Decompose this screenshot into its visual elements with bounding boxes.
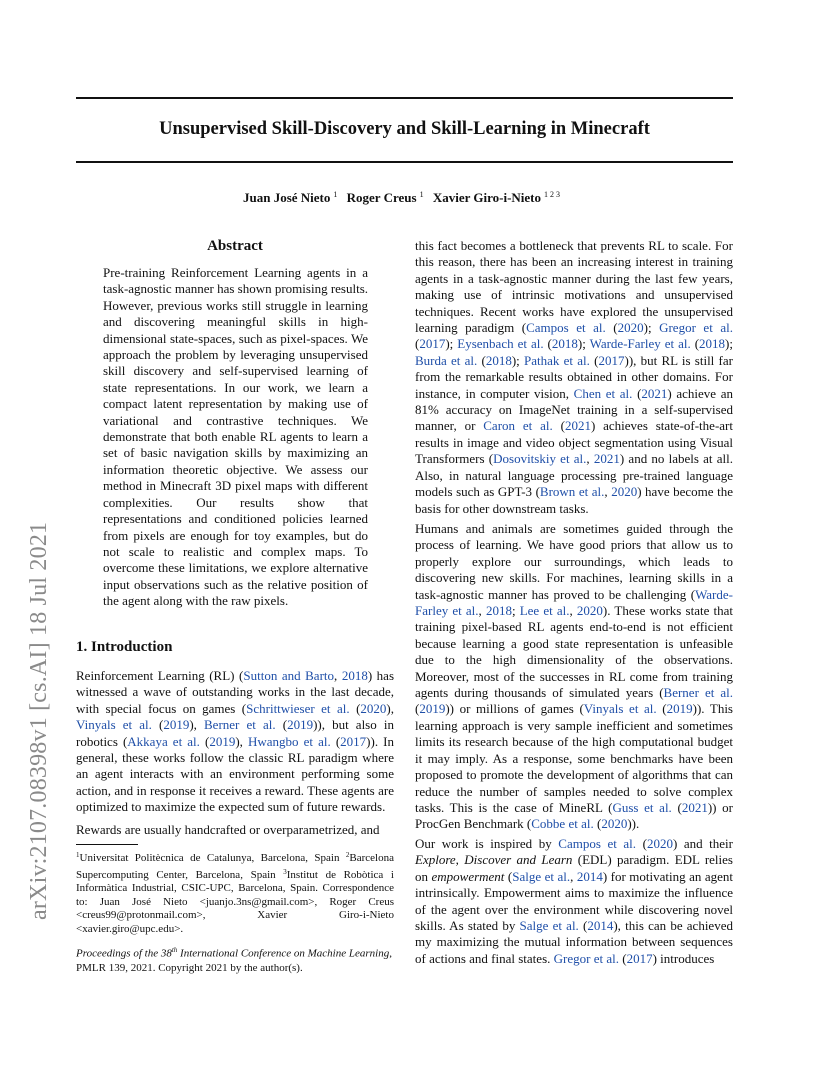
text-run: ( xyxy=(656,701,667,717)
citation-link[interactable]: 2019 xyxy=(209,733,236,749)
citation-link[interactable]: 2019 xyxy=(287,717,314,733)
text-run: ), xyxy=(235,733,248,749)
text-run: ); xyxy=(725,336,733,352)
author-affiliation: 1 xyxy=(419,190,424,199)
text-run: , xyxy=(334,668,342,683)
right-paragraph-1 xyxy=(415,238,733,517)
text-run: , xyxy=(586,451,594,467)
citation-link[interactable]: 2021 xyxy=(681,799,708,815)
author-affiliation: 1 xyxy=(333,190,338,199)
text-run: ); xyxy=(643,320,660,336)
ordinal-superscript: th xyxy=(171,946,178,954)
text-run: ( xyxy=(690,336,700,352)
text-run: (EDL) paradigm. EDL relies on xyxy=(415,852,733,884)
citation-link[interactable]: Lee et al. xyxy=(519,603,570,619)
text-run: ), xyxy=(189,717,205,733)
text-run: ( xyxy=(618,950,627,966)
citation-link[interactable]: Dosovitskiy et al. xyxy=(493,451,587,467)
citation-link[interactable]: Cobbe et al. xyxy=(531,816,594,832)
citation-link[interactable]: Chen et al. xyxy=(573,385,633,401)
citation-link[interactable]: Berner et al. xyxy=(663,685,733,701)
text-run: )). xyxy=(627,816,640,832)
citation-link[interactable]: Caron et al. xyxy=(483,418,553,434)
text-run: Reinforcement Learning (RL) ( xyxy=(76,668,244,683)
text-run: Our work is inspired by xyxy=(415,836,559,851)
citation-link[interactable]: 2020 xyxy=(611,484,638,500)
citation-link[interactable]: Pathak et al. xyxy=(524,352,590,368)
text-run: Rewards are usually handcrafted or overparametrized, and xyxy=(76,822,380,837)
citation-link[interactable]: 2019 xyxy=(163,717,190,733)
citation-link[interactable]: Gregor et al. xyxy=(659,320,733,336)
text-run: ( xyxy=(589,352,599,368)
italic-text: empowerment xyxy=(431,868,505,884)
text-run: )), but also in robotics ( xyxy=(76,717,394,749)
intro-paragraph-2 xyxy=(76,822,394,838)
citation-link[interactable]: 2020 xyxy=(601,816,628,832)
text-run: , xyxy=(570,868,577,884)
footnote-marker: 1 xyxy=(76,851,80,859)
citation-link[interactable]: Hwangbo et al. xyxy=(248,733,331,749)
text-run: ( xyxy=(543,336,552,352)
citation-link[interactable]: Vinyals et al. xyxy=(76,717,152,733)
text-run: , xyxy=(569,603,577,619)
text-run: ); xyxy=(577,336,590,352)
text-run: Institut de Robòtica i Informàtica Industrial, CSIC-UPC, Barcelona, Spain. Correspondence to: Juan José Nieto <juanjo.3ns@gmail.com>, Roger Creus <creus99@protonmail.com>, Xavier Giro-i-Nieto <xavier.giro@upc.edu>. xyxy=(76,868,394,935)
footnote-rule xyxy=(76,844,138,845)
text-run: Barcelona Supercomputing Center, Barcelona, Spain xyxy=(76,852,394,881)
text-run: this fact becomes a bottleneck that prevents RL to scale. For this reason, there has been an increasing interest in training agents in a task-agnostic manner during the last few years, making use of intrinsic motivations and unsupervised techniques. Recent works have explored the unsupervised learning paradigm ( xyxy=(415,238,733,336)
affiliation-footnote xyxy=(76,849,394,937)
citation-link[interactable]: 2021 xyxy=(641,385,668,401)
citation-link[interactable]: 2018 xyxy=(551,336,578,352)
author-list xyxy=(76,190,733,206)
citation-link[interactable]: Campos et al. xyxy=(526,320,606,336)
text-run: ) and their xyxy=(672,836,733,851)
citation-link[interactable]: Salge et al. xyxy=(512,868,571,884)
citation-link[interactable]: 2017 xyxy=(626,950,653,966)
citation-link[interactable]: 2018 xyxy=(699,336,726,352)
arxiv-stamp: arXiv:2107.08398v1 [cs.AI] 18 Jul 2021 xyxy=(26,521,52,920)
text-run: ( xyxy=(415,336,420,352)
citation-link[interactable]: 2020 xyxy=(617,320,644,336)
text-run: ); xyxy=(511,352,525,368)
text-run: ( xyxy=(593,816,602,832)
title-rule-bottom xyxy=(76,161,733,163)
text-run: ( xyxy=(199,733,210,749)
text-run: )). This learning approach is very sample inefficient and sometimes limits its research because of the high computational budget it may imply. As a response, some benchmarks have been proposed to promote the development of algorithms that can reduce the number of samples needed to solve complex tasks. This is the case of MineRL ( xyxy=(415,701,733,815)
citation-link[interactable]: Akkaya et al. xyxy=(127,733,200,749)
section-heading-introduction: 1. Introduction xyxy=(76,639,173,655)
text-run: ) and no labels at all. Also, in natural language processing pre-trained language models such as GPT-3 ( xyxy=(415,451,734,500)
citation-link[interactable]: Eysenbach et al. xyxy=(457,336,544,352)
author-affiliation: 1 2 3 xyxy=(544,190,560,199)
text-run: ( xyxy=(578,918,588,934)
text-run: )) or ProcGen Benchmark ( xyxy=(415,799,733,832)
text-run: )) or millions of games ( xyxy=(445,701,584,717)
citation-link[interactable]: Schrittwieser et al. xyxy=(246,700,350,716)
citation-link[interactable]: 2019 xyxy=(666,701,693,717)
citation-link[interactable]: 2020 xyxy=(646,836,673,851)
text-run: ( xyxy=(275,717,288,733)
text-run: ( xyxy=(151,717,164,733)
text-run: ( xyxy=(671,799,682,815)
citation-link[interactable]: 2017 xyxy=(598,352,625,368)
right-paragraph-3 xyxy=(415,836,733,967)
text-run: ). These works state that training pixel-based RL agents end-to-end is not efficient because learning a good state representation is unfeasible due to the high dimensionality of the observations. Moreover, most of the successes in RL come from training agents during thousands of simulated years ( xyxy=(415,603,733,701)
text-run: ( xyxy=(552,418,565,434)
text-run: ( xyxy=(477,352,486,368)
text-run: , xyxy=(478,603,486,619)
text-run: ), xyxy=(386,700,394,716)
text-run: ( xyxy=(349,700,361,716)
text-run: ) achieves state-of-the-art results in image and video object segmentation using Visual Transformers ( xyxy=(415,418,733,467)
text-run: ) achieve an 81% accuracy on ImageNet training in a self-supervised manner, or xyxy=(415,385,733,434)
text-run: ) have become the basis for other downstream tasks. xyxy=(415,484,733,516)
citation-link[interactable]: Guss et al. xyxy=(612,799,672,815)
author-name: Xavier Giro-i-Nieto xyxy=(432,190,541,205)
paper-title: Unsupervised Skill-Discovery and Skill-Learning in Minecraft xyxy=(159,119,650,139)
text-run: )). In general, these works follow the classic RL paradigm where an agent interacts with an environment performing some action, and in response it receives a reward. These agents are optimized to maximize the expected sum of future rewards. xyxy=(76,733,394,815)
citation-link[interactable]: 2014 xyxy=(587,918,614,934)
citation-link[interactable]: 2019 xyxy=(419,701,446,717)
footnote-marker: 2 xyxy=(345,851,350,859)
text-run: ( xyxy=(415,701,420,717)
citation-link[interactable]: Burda et al. xyxy=(415,352,478,368)
text-run: ( xyxy=(330,733,341,749)
citation-link[interactable]: 2020 xyxy=(360,700,387,716)
citation-link[interactable]: Warde-Farley et al. xyxy=(589,336,691,352)
citation-link[interactable]: 2018 xyxy=(485,603,512,619)
citation-link[interactable]: Warde-Farley et al. xyxy=(415,586,733,619)
author-name: Roger Creus xyxy=(346,190,417,205)
citation-link[interactable]: Salge et al. xyxy=(519,918,579,934)
citation-link[interactable]: 2021 xyxy=(593,451,620,467)
abstract-heading: Abstract xyxy=(207,238,263,254)
citation-link[interactable]: 2014 xyxy=(576,868,603,884)
text-run: )), but RL is still far from the remarkable results obtained in other domains. For instance, in computer vision, xyxy=(415,352,733,401)
text-run: ); xyxy=(445,336,458,352)
text-run: ) introduces xyxy=(652,950,715,966)
author-name: Juan José Nieto xyxy=(242,190,331,205)
citation-link[interactable]: 2017 xyxy=(340,733,367,749)
citation-link[interactable]: 2021 xyxy=(564,418,591,434)
text-run: ), this can be achieved my maximizing the mutual information between sequences of actions and final states. xyxy=(415,918,733,966)
title-rule-top xyxy=(76,97,733,99)
italic-text: Proceedings of the 38 xyxy=(76,947,172,960)
citation-link[interactable]: 2018 xyxy=(341,668,368,683)
citation-link[interactable]: Gregor et al. xyxy=(553,950,619,966)
citation-link[interactable]: 2017 xyxy=(419,336,446,352)
proceedings-note xyxy=(76,943,394,975)
italic-text: International Conference on Machine Learning xyxy=(177,947,390,960)
citation-link[interactable]: Brown et al. xyxy=(539,484,605,500)
text-run: ( xyxy=(632,385,642,401)
text-run: ) has witnessed a wave of outstanding works in the last decade, with special focus on games ( xyxy=(76,668,394,716)
citation-link[interactable]: 2018 xyxy=(485,352,512,368)
citation-link[interactable]: Campos et al. xyxy=(558,836,637,851)
text-run: ( xyxy=(504,868,513,884)
citation-link[interactable]: Sutton and Barto xyxy=(243,668,335,683)
text-run: ( xyxy=(605,320,618,336)
intro-paragraph-1 xyxy=(76,668,394,816)
text-run: , PMLR 139, 2021. Copyright 2021 by the author(s). xyxy=(76,947,392,975)
text-run: , xyxy=(604,484,612,500)
citation-link[interactable]: Vinyals et al. xyxy=(583,701,657,717)
citation-link[interactable]: 2020 xyxy=(576,603,603,619)
text-run: ; xyxy=(511,603,520,619)
abstract-text: Pre-training Reinforcement Learning agents in a task-agnostic manner has shown promising results. However, previous works still struggle in learning and discovering meaningful skills in high-dimensional state-spaces, such as pixel-spaces. We approach the problem by leveraging unsupervised skill discovery and self-supervised learning of state representations. In our work, we learn a compact latent representation by making use of variational and contrastive techniques. We demonstrate that both enable RL agents to learn a set of basic navigation skills by maximizing an information theoretic objective. We assess our method in Minecraft 3D pixel maps with different complexities. Our results show that representations and conditioned policies learned from pixels are enough for toy examples, but do not scale to realistic and complex maps. To overcome these limitations, we explore alternative input observations such as the relative position of the agent along with the raw pixels. xyxy=(103,265,369,609)
text-run: ( xyxy=(636,836,647,851)
right-paragraph-2 xyxy=(415,521,733,833)
citation-link[interactable]: Berner et al. xyxy=(204,717,276,733)
text-run: Humans and animals are sometimes guided through the process of learning. We have good priors that allow us to properly explore our surroundings, which leads to discovering new skills. For machines, learning skills in a task-agnostic manner has proved to be challenging ( xyxy=(415,521,733,602)
text-run: Universitat Politècnica de Catalunya, Barcelona, Spain xyxy=(79,852,346,864)
footnote-marker: 3 xyxy=(283,867,287,876)
italic-text: Explore, Discover and Learn xyxy=(415,852,573,868)
text-run: ) for motivating an agent intrinsically. Empowerment aims to maximize the influence of the agent over the environment while discovering novel skills. As stated by xyxy=(415,868,733,934)
